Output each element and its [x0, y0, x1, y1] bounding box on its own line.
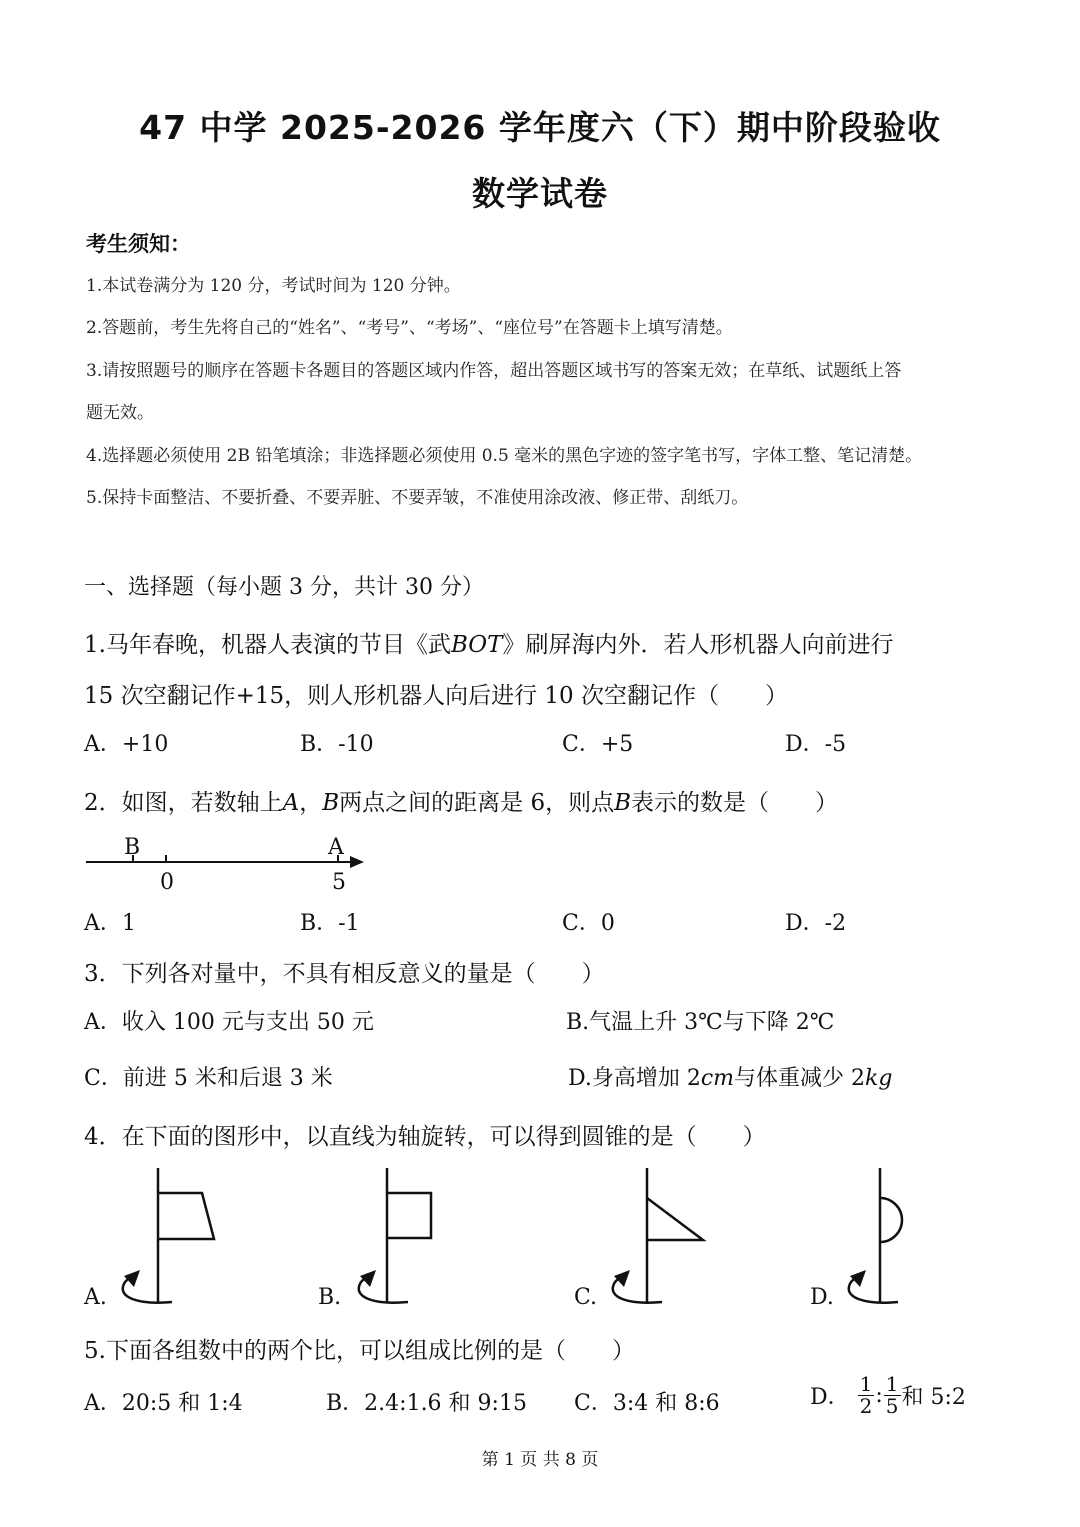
figure-a-arrowhead	[124, 1270, 140, 1287]
question-4-option-b: B.	[318, 1285, 342, 1310]
question-4-text: 4．在下面的图形中，以直线为轴旋转，可以得到圆锥的是（ ）	[84, 1124, 766, 1150]
question-2-text-d: 表示的数是（ ）	[631, 790, 839, 816]
question-2-option-c: C．0	[562, 911, 615, 936]
figure-b-arrowhead	[360, 1270, 376, 1287]
question-1-bot: BOT	[450, 632, 503, 658]
question-5-option-b: B．2.4:1.6 和 9:15	[326, 1391, 527, 1416]
question-2-option-b: B．-1	[300, 911, 360, 936]
question-5-option-a: A．20:5 和 1:4	[84, 1391, 243, 1416]
notice-line-5: 5.保持卡面整洁、不要折叠、不要弄脏、不要弄皱，不准使用涂改液、修正带、刮纸刀。	[86, 488, 749, 508]
figure-a	[123, 1168, 214, 1303]
figure-b	[359, 1168, 431, 1303]
question-4-option-c: C.	[574, 1285, 598, 1310]
question-4-option-a: A.	[84, 1285, 107, 1310]
question-2-text-b: ，	[299, 790, 323, 816]
question-1-option-d: D．-5	[785, 732, 847, 757]
figure-c-arrowhead	[614, 1270, 630, 1287]
question-3-option-a: A．收入 100 元与支出 50 元	[84, 1010, 374, 1035]
question-1-option-c: C．+5	[562, 732, 634, 757]
figure-c	[613, 1168, 703, 1303]
fraction-1-denominator: 2	[859, 1394, 873, 1418]
question-3-option-b: B.气温上升 3℃与下降 2℃	[566, 1010, 835, 1035]
figure-b-square	[387, 1193, 431, 1238]
question-5-option-c: C．3:4 和 8:6	[574, 1391, 720, 1416]
page-subtitle: 数学试卷	[472, 174, 608, 213]
point-b-label: B	[124, 835, 141, 860]
fraction-1-numerator: 1	[859, 1372, 873, 1396]
question-3-option-c: C．前进 5 米和后退 3 米	[84, 1066, 333, 1091]
notice-line-4: 4.选择题必须使用 2B 铅笔填涂；非选择题必须使用 0.5 毫米的黑色字迹的签字笔书写，字体工整、笔记清楚。	[86, 446, 923, 466]
fraction-one-fifth	[884, 1374, 901, 1417]
question-2-option-a: A．1	[84, 911, 136, 936]
notice-line-1: 1.本试卷满分为 120 分，考试时间为 120 分钟。	[86, 276, 461, 296]
question-3-option-d-a: D.身高增加 2	[568, 1066, 701, 1091]
figure-c-triangle	[647, 1198, 703, 1240]
question-1-option-a: A．+10	[84, 732, 169, 757]
question-2-text-c: 两点之间的距离是 6，则点	[339, 790, 615, 816]
notice-heading: 考生须知：	[86, 232, 191, 256]
fraction-2-denominator: 5	[885, 1394, 899, 1418]
question-1-line-2: 15 次空翻记作+15，则人形机器人向后进行 10 次空翻记作（ ）	[84, 683, 789, 709]
question-2-var-a: A	[282, 790, 300, 816]
page-footer: 第 1 页 共 8 页	[481, 1450, 599, 1470]
tick-label-zero: 0	[160, 870, 174, 895]
question-3-text: 3．下列各对量中，不具有相反意义的量是（ ）	[84, 961, 605, 987]
figure-a-trapezoid	[158, 1193, 214, 1239]
question-1-text-b: 》刷屏海内外．若人形机器人向前进行	[502, 632, 894, 658]
question-5-text: 5.下面各组数中的两个比，可以组成比例的是（ ）	[84, 1338, 635, 1364]
section-heading: 一、选择题（每小题 3 分，共计 30 分）	[84, 575, 484, 600]
question-2-var-b: B	[322, 790, 340, 816]
question-2-option-d: D．-2	[785, 911, 847, 936]
question-2-var-b2: B	[614, 790, 632, 816]
question-5-option-d	[810, 1374, 966, 1417]
figure-d-arrowhead	[850, 1270, 866, 1287]
question-5-option-d-prefix: D．	[810, 1385, 850, 1410]
question-4-option-d: D.	[810, 1285, 834, 1310]
tick-label-five: 5	[332, 870, 346, 895]
notice-line-3-cont: 题无效。	[86, 403, 154, 423]
ratio-colon: :	[875, 1383, 883, 1408]
question-1-option-b: B．-10	[300, 732, 374, 757]
unit-cm: cm	[700, 1066, 735, 1091]
fraction-one-half	[858, 1374, 875, 1417]
question-2-text-a: 2．如图，若数轴上	[84, 790, 283, 816]
question-1-text-a: 1.马年春晚，机器人表演的节目《武	[84, 632, 451, 658]
figure-d	[849, 1168, 902, 1303]
unit-kg: kg	[865, 1066, 893, 1091]
page-title: 47 中学 2025-2026 学年度六（下）期中阶段验收	[139, 108, 941, 147]
notice-line-3: 3.请按照题号的顺序在答题卡各题目的答题区域内作答，超出答题区域书写的答案无效；在草纸、试题纸上答	[86, 361, 902, 381]
point-a-label: A	[328, 835, 344, 860]
question-5-option-d-suffix: 和 5:2	[901, 1385, 966, 1410]
figure-d-semicircle	[880, 1198, 902, 1242]
question-3-option-d-b: 与体重减少 2	[734, 1066, 866, 1091]
notice-line-2: 2.答题前，考生先将自己的“姓名”、“考号”、“考场”、“座位号”在答题卡上填写清楚。	[86, 318, 733, 338]
fraction-2-numerator: 1	[885, 1372, 899, 1396]
